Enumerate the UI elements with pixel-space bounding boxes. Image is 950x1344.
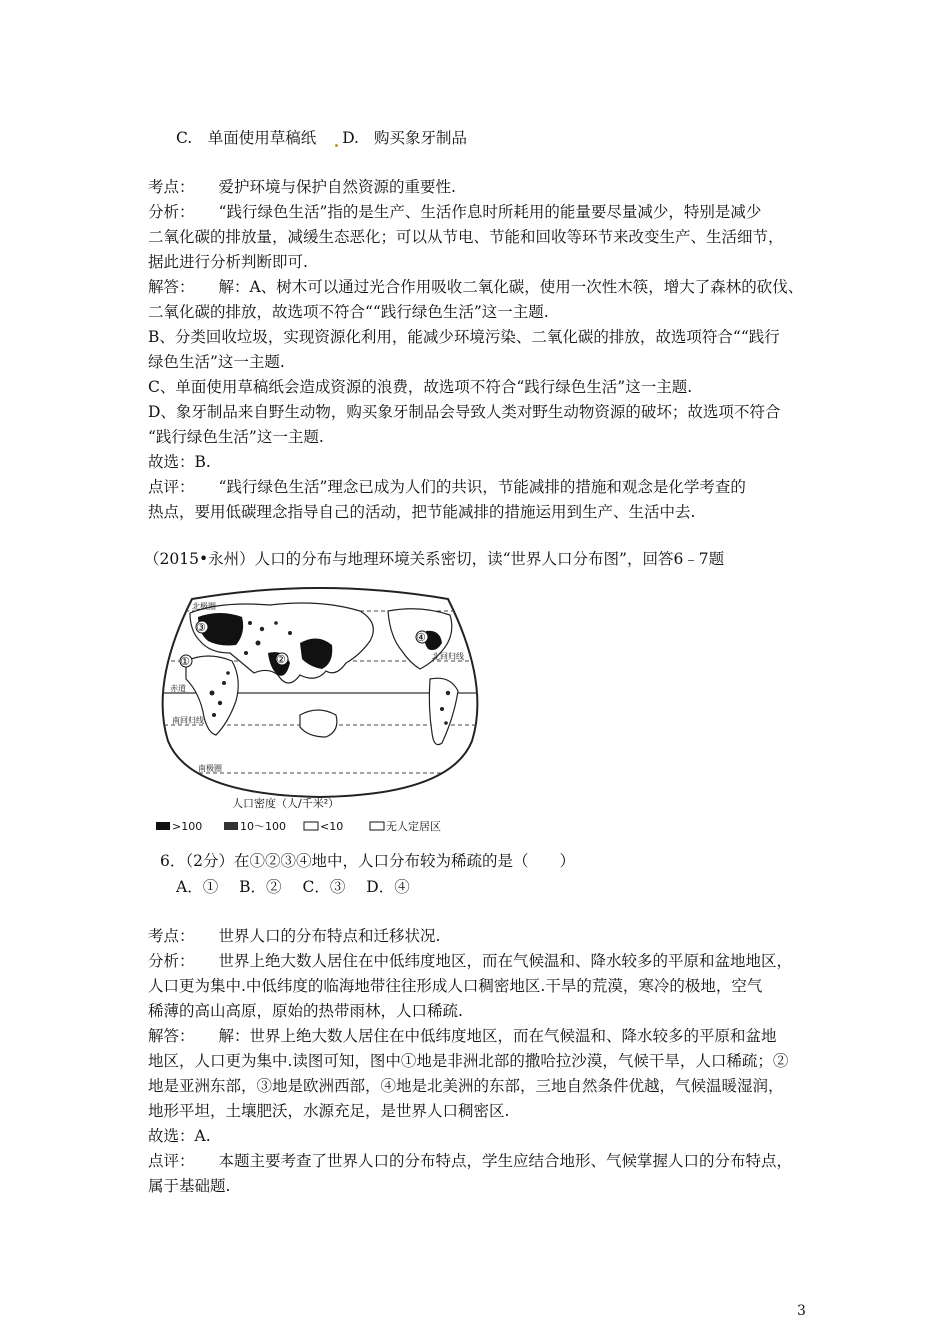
legend-item-sparse: <10 <box>320 820 344 833</box>
q6-jieda-line-3: 地是亚洲东部，③地是欧洲西部，④地是北美洲的东部，三地自然条件优越，气候温暖湿润， <box>148 1077 784 1095</box>
q6-option-c: C．③ <box>302 878 346 896</box>
q5-kaodian <box>148 176 456 198</box>
q6-guxuan: 故选：A. <box>148 1127 211 1145</box>
stray-dot-mark <box>335 144 338 147</box>
marker-3: ③ <box>196 621 206 634</box>
q6-option-d: D．④ <box>366 878 410 896</box>
legend-swatch-sparse <box>304 822 318 830</box>
q5-option-d-letter: D. <box>342 129 359 147</box>
q5-options-line <box>176 127 467 149</box>
dianping-label: 点评： <box>148 1152 195 1170</box>
legend-swatch-medium <box>224 822 238 830</box>
q6-fenxi-line-3: 稀薄的高山高原，原始的热带雨林，人口稀疏. <box>148 1002 463 1020</box>
q5-jieda-line-3: B、分类回收垃圾，实现资源化利用，能减少环境污染、二氧化碳的排放，故选项符合““践行 <box>148 328 780 346</box>
q5-fenxi-line-3: 据此进行分析判断即可. <box>148 253 308 271</box>
legend-item-uninhabited: 无人定居区 <box>386 820 441 833</box>
legend-item-medium: 10～100 <box>240 820 286 833</box>
label-equator: 赤道 <box>170 684 186 693</box>
q6-option-b: B．② <box>239 878 282 896</box>
q6-dianping-line-2: 属于基础题. <box>148 1177 231 1195</box>
label-tropic-capricorn: 南回归线 <box>172 716 204 725</box>
q5-jieda-line-1 <box>148 276 803 298</box>
q6-dianping-line-1 <box>148 1150 792 1172</box>
q6-fenxi-line-1 <box>148 950 792 972</box>
q5-jieda-line-5: C、单面使用草稿纸会造成资源的浪费，故选项不符合“践行绿色生活”这一主题. <box>148 378 693 396</box>
label-north-polar: 北极圈 <box>192 602 216 611</box>
q6-option-a: A．① <box>176 878 219 896</box>
q5-option-d-text: 购买象牙制品 <box>373 129 467 147</box>
jieda-label: 解答： <box>148 1027 195 1045</box>
fenxi-text: “践行绿色生活”指的是生产、生活作息时所耗用的能量要尽量减少，特别是减少 <box>218 203 762 221</box>
dianping-text: “践行绿色生活”理念已成为人们的共识，节能减排的措施和观念是化学考查的 <box>218 478 746 496</box>
label-south-polar: 南极圈 <box>198 764 222 773</box>
jieda-text: 解：世界上绝大数人居住在中低纬度地区，而在气候温和、降水较多的平原和盆地 <box>218 1027 777 1045</box>
fenxi-text: 世界上绝大数人居住在中低纬度地区，而在气候温和、降水较多的平原和盆地地区， <box>218 952 793 970</box>
world-population-map <box>150 583 490 843</box>
q5-fenxi-line-2: 二氧化碳的排放量，减缓生态恶化；可以从节电、节能和回收等环节来改变生产、生活细节， <box>148 228 784 246</box>
legend-title: 人口密度（人/千米²） <box>232 797 340 810</box>
jieda-text: 解：A、树木可以通过光合作用吸收二氧化碳，使用一次性木筷，增大了森林的砍伐、 <box>218 278 804 296</box>
kaodian-label: 考点： <box>148 178 195 196</box>
q5-guxuan: 故选：B. <box>148 453 211 471</box>
q5-jieda-line-4: 绿色生活”这一主题. <box>148 353 285 371</box>
q5-jieda-line-6: D、象牙制品来自野生动物，购买象牙制品会导致人类对野生动物资源的破坏；故选项不符合 <box>148 403 781 421</box>
q5-jieda-line-2: 二氧化碳的排放，故选项不符合““践行绿色生活”这一主题. <box>148 303 549 321</box>
legend-swatch-uninhabited <box>370 822 384 830</box>
kaodian-text: 爱护环境与保护自然资源的重要性. <box>218 178 456 196</box>
q6-jieda-line-2: 地区，人口更为集中.读图可知，图中①地是非洲北部的撒哈拉沙漠，气候干旱，人口稀疏；② <box>148 1052 789 1070</box>
fenxi-label: 分析： <box>148 952 195 970</box>
q6-fenxi-line-2: 人口更为集中.中低纬度的临海地带往往形成人口稠密地区.干旱的荒漠，寒冷的极地，空气 <box>148 977 763 995</box>
q5-option-c: C. 单面使用草稿纸 <box>176 129 317 147</box>
q5-dianping-line-2: 热点，要用低碳理念指导自己的活动，把节能减排的措施运用到生产、生活中去. <box>148 503 696 521</box>
q6-jieda-line-4: 地形平坦，土壤肥沃，水源充足，是世界人口稠密区. <box>148 1102 510 1120</box>
marker-1: ① <box>180 655 190 668</box>
q5-fenxi-line-1 <box>148 201 761 223</box>
jieda-label: 解答： <box>148 278 195 296</box>
q6-stem: 6．（2分）在①②③④地中，人口分布较为稀疏的是（ ） <box>160 852 575 870</box>
kaodian-label: 考点： <box>148 927 195 945</box>
kaodian-text: 世界人口的分布特点和迁移状况. <box>218 927 441 945</box>
q6-kaodian <box>148 925 440 947</box>
marker-4: ④ <box>416 631 426 644</box>
q5-dianping-line-1 <box>148 476 746 498</box>
marker-2: ② <box>276 653 286 666</box>
q6-jieda-line-1 <box>148 1025 777 1047</box>
dianping-label: 点评： <box>148 478 195 496</box>
dianping-text: 本题主要考查了世界人口的分布特点，学生应结合地形、气候掌握人口的分布特点， <box>218 1152 793 1170</box>
legend-swatch-dense <box>156 822 170 830</box>
question-intro: （2015•永州）人口的分布与地理环境关系密切，读“世界人口分布图”，回答6﹣7题 <box>144 550 725 568</box>
legend-item-dense: >100 <box>172 820 203 833</box>
q6-options <box>176 876 426 898</box>
page-number: 3 <box>797 1303 806 1319</box>
label-tropic-cancer: 北回归线 <box>432 652 464 661</box>
q5-jieda-line-7: “践行绿色生活”这一主题. <box>148 428 324 446</box>
fenxi-label: 分析： <box>148 203 195 221</box>
